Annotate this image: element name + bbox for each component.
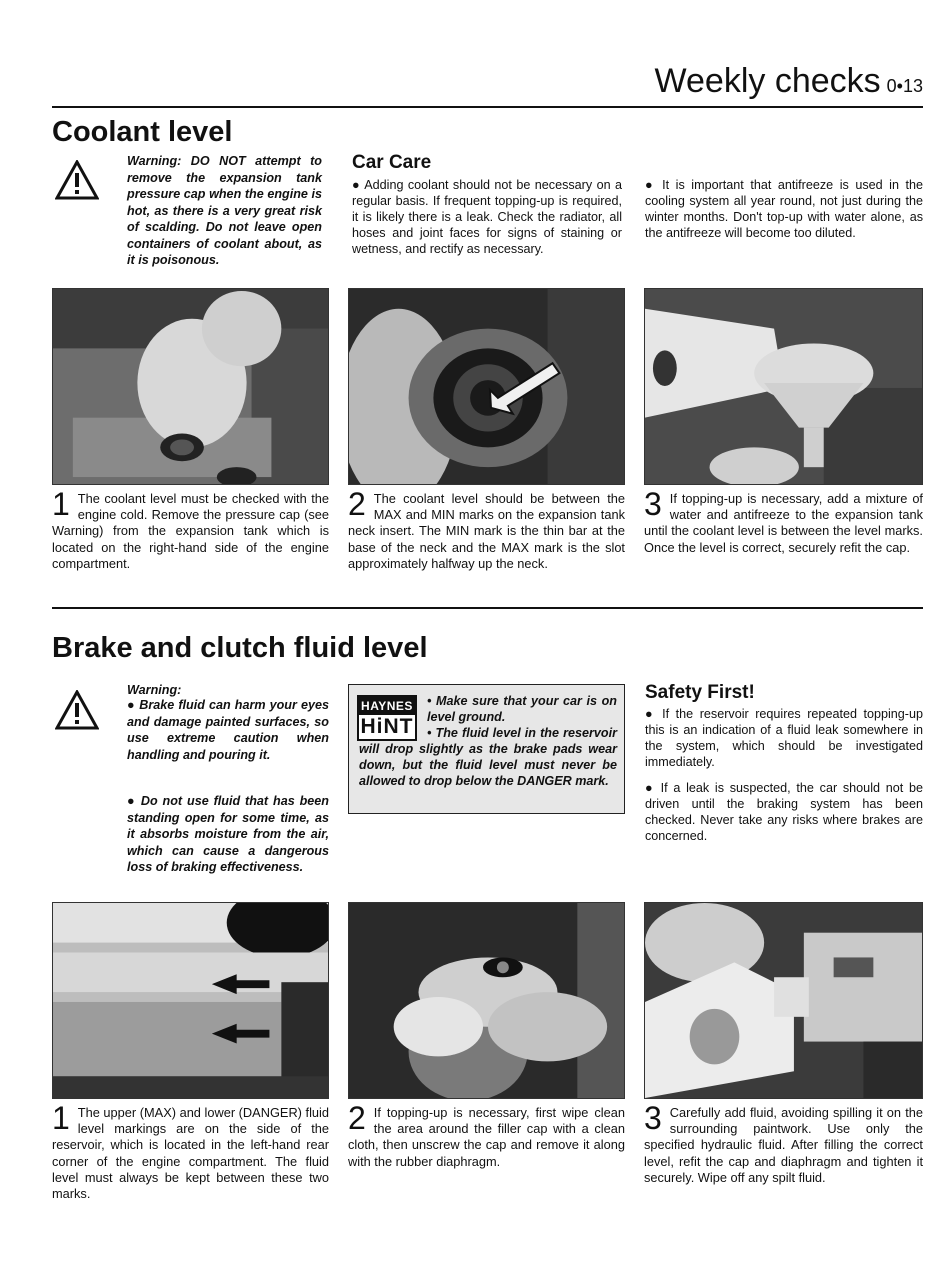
safety-text-1: ● If the reservoir requires repeated topping-up this is an indication of a fluid leak somewhere in the system, which should be investigated immediately. <box>645 707 923 769</box>
step-text: The coolant level should be between the MAX and MIN marks on the expansion tank neck insert. The MIN mark is the thin bar at the base of the neck and the MAX mark is the slot approximately halfway up the neck. <box>348 491 625 571</box>
coolant-warning: Warning: DO NOT attempt to remove the expansion tank pressure cap when the engine is hot, as there is a very great risk of scalding. Do not leave open containers of coolant about, as it is poisonous. <box>127 154 322 267</box>
safety-first-heading: Safety First! <box>645 682 755 703</box>
step-number: 1 <box>52 1100 70 1136</box>
brake-step-3 <box>644 1100 923 1186</box>
photo-adding-brake-fluid <box>644 902 923 1099</box>
step-number: 1 <box>52 486 70 522</box>
step-number: 3 <box>644 486 662 522</box>
step-text: The upper (MAX) and lower (DANGER) fluid level markings are on the side of the reservoir, which is located in the left-hand rear corner of the engine compartment. The fluid level must always be kept between these two marks. <box>52 1105 329 1202</box>
warning-triangle-icon <box>55 160 99 200</box>
safety-text-2: ● If a leak is suspected, the car should not be driven until the braking system has been checked. Never take any risks where brakes are concerned. <box>645 781 923 843</box>
coolant-step-2 <box>348 486 625 572</box>
page-section-title: Weekly checks <box>654 62 881 100</box>
brake-heading: Brake and clutch fluid level <box>52 632 428 664</box>
hint-logo-bottom: HiNT <box>360 715 414 738</box>
photo-expansion-tank-neck <box>348 288 625 485</box>
step-number: 2 <box>348 1100 366 1136</box>
car-care-heading: Car Care <box>352 152 432 173</box>
photo-topping-up-coolant <box>644 288 923 485</box>
step-text: The coolant level must be checked with the engine cold. Remove the pressure cap (see Warning) from the expansion tank which is located on the right-hand side of the engine compartment. <box>52 491 329 571</box>
haynes-hint-box <box>348 684 625 814</box>
step-text: If topping-up is necessary, add a mixture of water and antifreeze to the expansion tank until the coolant level is between the level marks. Once the level is correct, securely refit the cap. <box>644 491 923 555</box>
photo-wiping-filler-cap <box>348 902 625 1099</box>
brake-warning-title: Warning: <box>127 683 182 697</box>
step-text: Carefully add fluid, avoiding spilling it on the surrounding paintwork. Use only the specified hydraulic fluid. After filling the correct level, refit the cap and diaphragm and tighten it securely. Wipe off any spilt fluid. <box>644 1105 923 1185</box>
warning-triangle-icon <box>55 690 99 730</box>
car-care-text-1: ● Adding coolant should not be necessary on a regular basis. If frequent topping-up is required, it is likely there is a leak. Check the radiator, all hoses and joint faces for signs of staining or wetness, and rectify as necessary. <box>352 178 622 256</box>
running-head <box>655 62 923 101</box>
step-text: If topping-up is necessary, first wipe clean the area around the filler cap with a clean cloth, then unscrew the cap and remove it along with the rubber diaphragm. <box>348 1105 625 1169</box>
brake-warning-1: ● Brake fluid can harm your eyes and damage painted surfaces, so use extreme caution when handling and pouring it. <box>127 698 329 762</box>
brake-step-1 <box>52 1100 329 1202</box>
photo-brake-reservoir-marks <box>52 902 329 1099</box>
header-rule <box>52 106 923 108</box>
hint-logo-top: HAYNES <box>359 697 415 715</box>
brake-warning-2: ● Do not use fluid that has been standing open for some time, as it absorbs moisture from the air, which can cause a dangerous loss of braking effectiveness. <box>127 794 329 874</box>
page-number: 0•13 <box>886 76 923 96</box>
section-rule <box>52 607 923 609</box>
coolant-step-1 <box>52 486 329 572</box>
coolant-step-3 <box>644 486 923 556</box>
brake-step-2 <box>348 1100 625 1170</box>
photo-pressure-cap <box>52 288 329 485</box>
hint-text-2: • The fluid level in the reservoir will drop slightly as the brake pads wear down, but the fluid level must never be allowed to drop below the DANGER mark. <box>359 726 617 788</box>
step-number: 2 <box>348 486 366 522</box>
car-care-text-2: ● It is important that antifreeze is used in the cooling system all year round, not just during the winter months. Don't top-up with water alone, as the antifreeze will become too diluted. <box>645 178 923 240</box>
step-number: 3 <box>644 1100 662 1136</box>
coolant-heading: Coolant level <box>52 116 233 148</box>
hint-text-1: • Make sure that your car is on level ground. <box>427 694 617 724</box>
